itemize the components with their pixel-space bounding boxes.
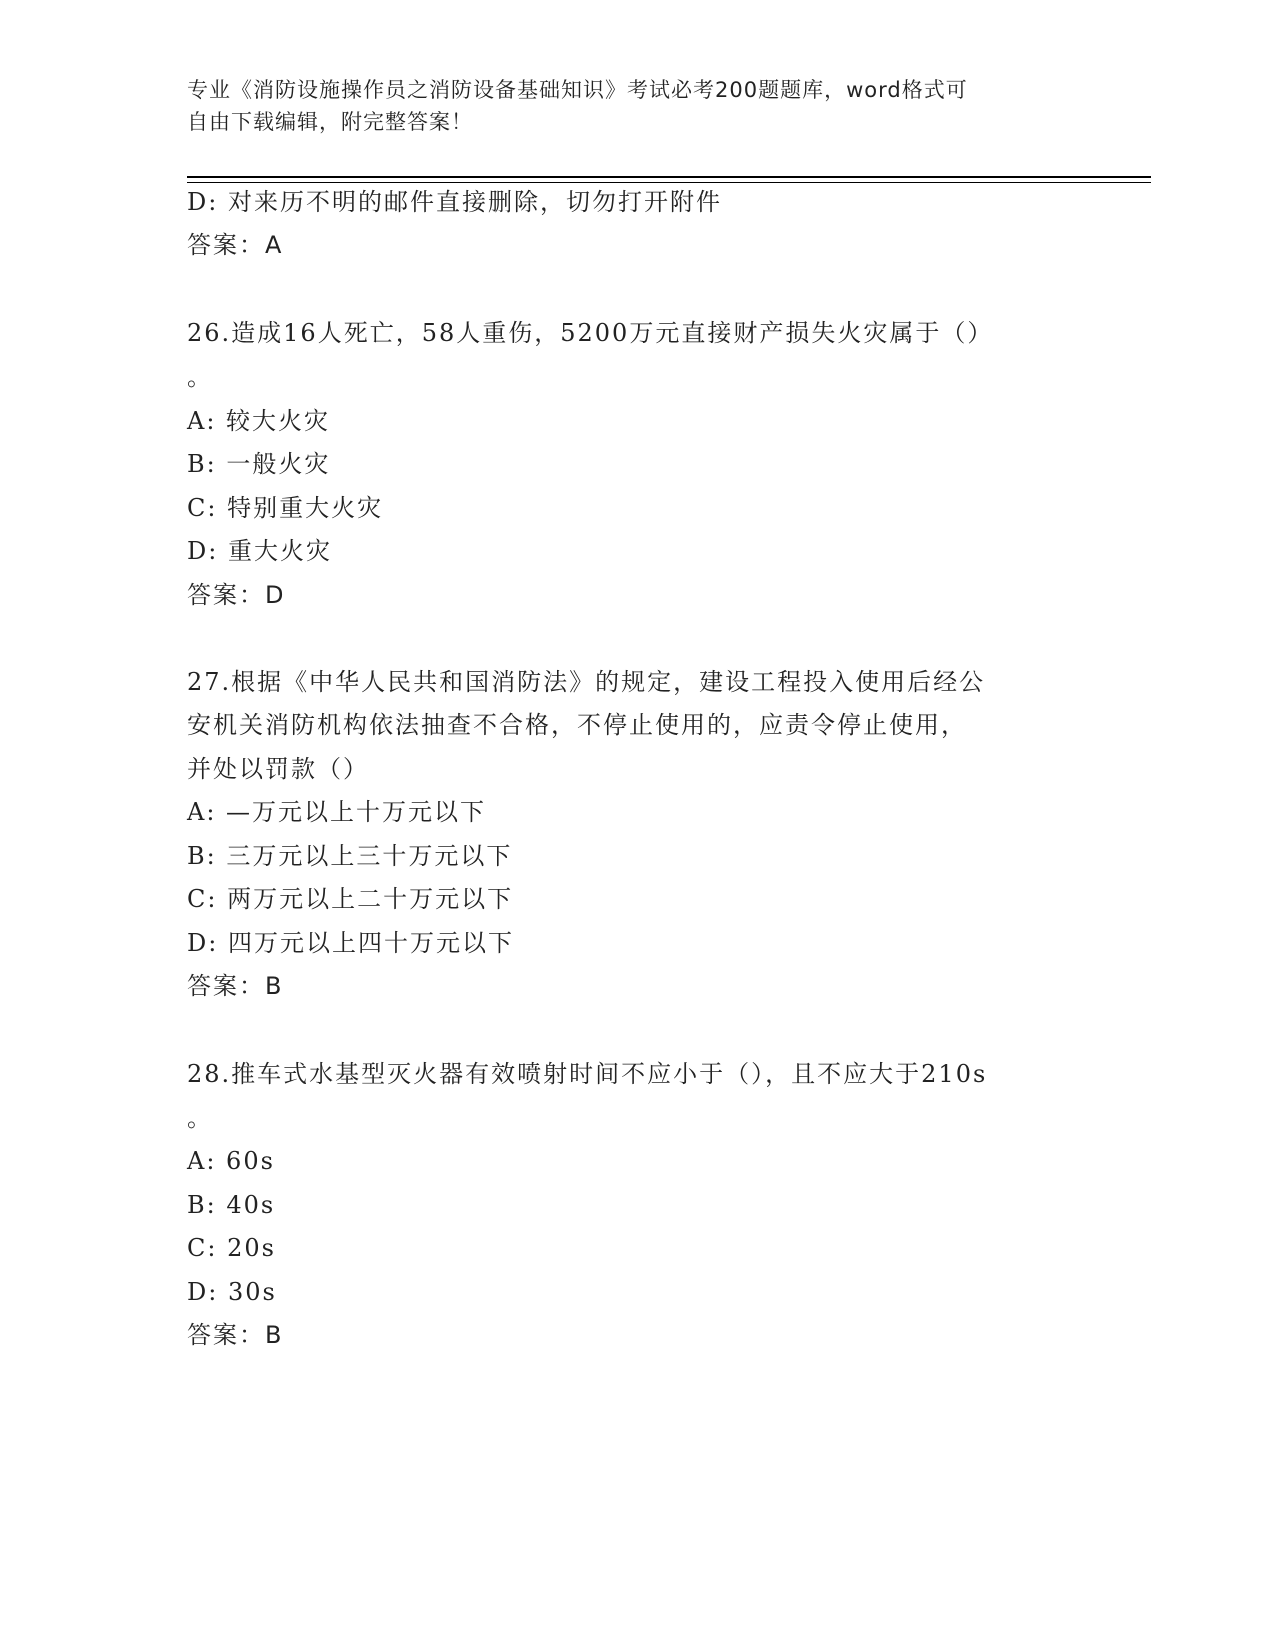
q28-option-c: C: 20s [187, 1234, 276, 1262]
q27-option-b: B: 三万元以上三十万元以下 [187, 842, 513, 870]
header-divider-thin [187, 182, 1151, 183]
q27-option-d: D: 四万元以上四十万元以下 [187, 929, 514, 957]
q28-stem-line-2: 。 [187, 1104, 213, 1132]
q27-stem-line-3: 并处以罚款（） [187, 755, 369, 783]
q26-option-d: D: 重大火灾 [187, 537, 332, 565]
q25-answer: 答案：A [187, 231, 284, 259]
q27-stem-line-1: 27.根据《中华人民共和国消防法》的规定，建设工程投入使用后经公 [187, 668, 986, 696]
header-title-line-1: 专业《消防设施操作员之消防设备基础知识》考试必考200题题库，word格式可 [187, 78, 968, 102]
q28-stem-line-1: 28.推车式水基型灭火器有效喷射时间不应小于（），且不应大于210s [187, 1060, 988, 1088]
q26-answer: 答案：D [187, 581, 286, 609]
q25-option-d: D: 对来历不明的邮件直接删除，切勿打开附件 [187, 188, 722, 216]
q26-stem-line-1: 26.造成16人死亡，58人重伤，5200万元直接财产损失火灾属于（） [187, 319, 994, 347]
q26-option-b: B: 一般火灾 [187, 450, 331, 478]
header-divider-thick [187, 176, 1151, 178]
q28-option-a: A: 60s [187, 1147, 275, 1175]
q28-option-b: B: 40s [187, 1191, 276, 1219]
q27-answer: 答案：B [187, 972, 284, 1000]
q26-option-a: A: 较大火灾 [187, 407, 331, 435]
q28-answer: 答案：B [187, 1321, 284, 1349]
q26-stem-line-2: 。 [187, 363, 213, 391]
document-header [187, 74, 1087, 138]
q26-option-c: C: 特别重大火灾 [187, 494, 384, 522]
q28-option-d: D: 30s [187, 1278, 277, 1306]
q27-option-c: C: 两万元以上二十万元以下 [187, 885, 514, 913]
q27-stem-line-2: 安机关消防机构依法抽查不合格，不停止使用的，应责令停止使用， [187, 711, 967, 739]
q27-option-a: A: —万元以上十万元以下 [187, 798, 487, 826]
header-title-line-2: 自由下载编辑，附完整答案！ [187, 110, 473, 134]
